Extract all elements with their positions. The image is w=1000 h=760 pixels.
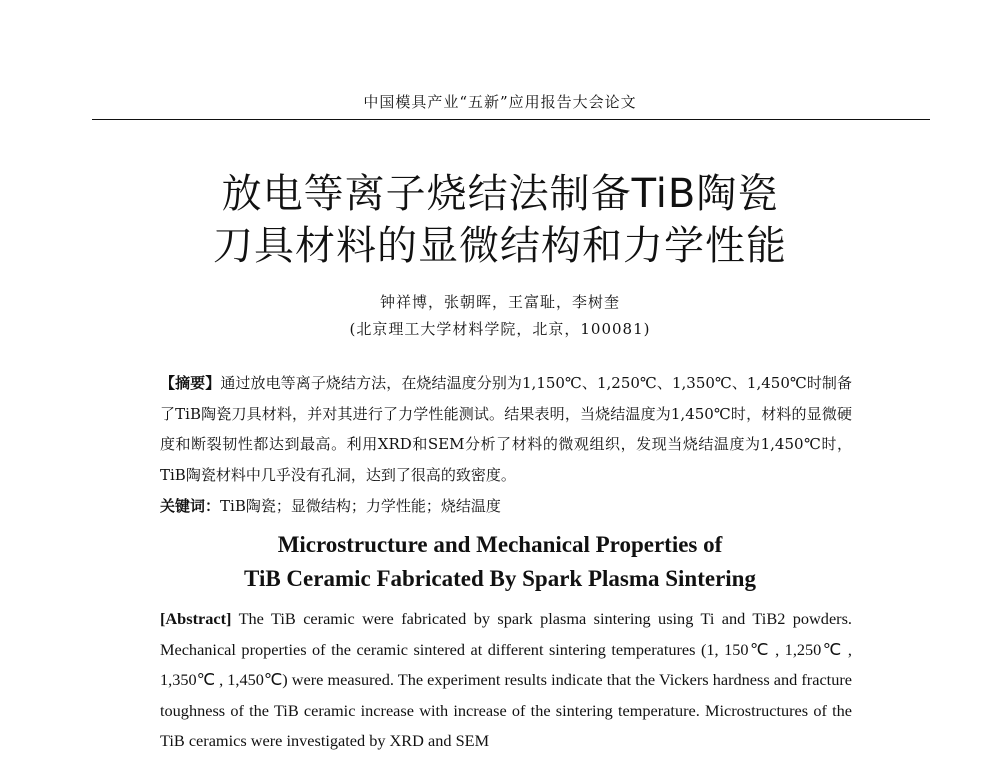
chinese-keywords-label: 关键词： [160,497,221,515]
english-abstract-text: The TiB ceramic were fabricated by spark plasma sintering using Ti and TiB2 powders. Mechanical properties of the ceramic sintered at different sintering temperatures (1, 150℃ , 1,250℃ , 1,350℃ , 1,450℃) were measured. The experiment results indicate that the Vickers hardness and fracture toughness of the TiB ceramic increase with increase of the sintering temperature. Microstructures of the TiB ceramics were investigated by XRD and SEM [160,609,852,750]
chinese-title [0,168,1000,272]
header-rule [92,119,930,120]
english-title-line-1: Microstructure and Mechanical Properties of [277,532,723,557]
english-title-line-2: TiB Ceramic Fabricated By Spark Plasma Sintering [244,566,756,591]
chinese-abstract-label: 【摘要】 [160,374,221,392]
running-header: 中国模具产业“五新”应用报告大会论文 [363,93,637,111]
chinese-title-line-2: 刀具材料的显微结构和力学性能 [213,223,787,269]
chinese-abstract [160,368,852,490]
chinese-abstract-text: 通过放电等离子烧结方法，在烧结温度分别为1,150℃、1,250℃、1,350℃、1,450℃时制备了TiB陶瓷刀具材料，并对其进行了力学性能测试。结果表明，当烧结温度为1,450℃时，材料的显微硬度和断裂韧性都达到最高。利用XRD和SEM分析了材料的微观组织，发现当烧结温度为1,450℃时，TiB陶瓷材料中几乎没有孔洞，达到了很高的致密度。 [160,374,852,484]
chinese-title-line-1: 放电等离子烧结法制备TiB陶瓷 [221,171,779,217]
chinese-keywords [160,491,852,521]
authors: 钟祥博，张朝晖，王富耻，李树奎 [379,293,620,311]
affiliation: (北京理工大学材料学院，北京，100081) [349,320,651,338]
english-title [0,528,1000,596]
chinese-keywords-text: TiB陶瓷；显微结构；力学性能；烧结温度 [220,497,501,515]
english-abstract [160,604,852,757]
english-abstract-label: [Abstract] [160,609,232,628]
